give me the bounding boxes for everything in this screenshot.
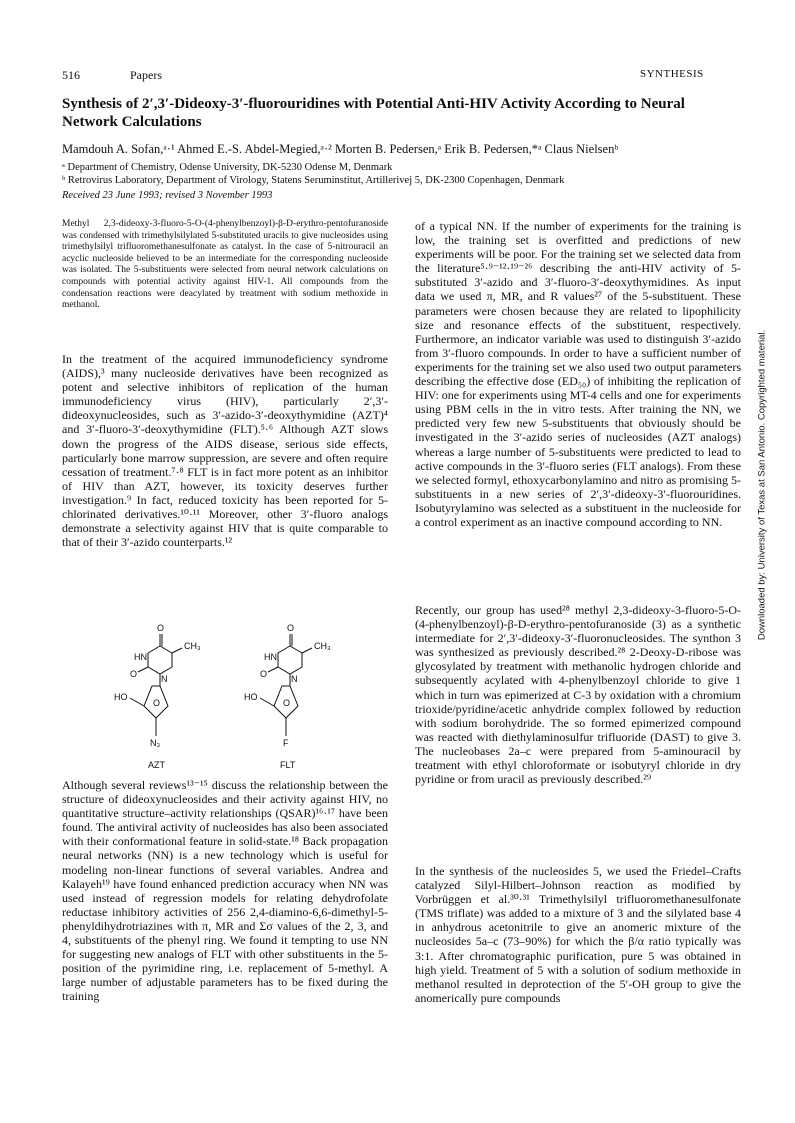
flt-label: FLT xyxy=(280,760,296,770)
flt-nitrogen: N xyxy=(291,674,298,684)
azt-methyl: CH₃ xyxy=(184,641,201,651)
body-paragraph: of a typical NN. If the number of experiments for the training is low, the training set is overfitted and predictions of new experiments will be poor. For the training set we selected data from the literature⁵·⁹⁻¹²·¹⁹⁻²⁶ describing the anti-HIV activity of 5-substituted 3′-azido and 3′-fluoro-3′-deoxythymidines. As input data we used π, MR, and R values²⁷ of the 5-substituent. These parameters were chosen because they are related to lipophilicity size and resonance effects of the substituent, respectively. Furthermore, an indicator variable was used to distinguish 3′-azido from 3′-fluoro compounds. In order to have a sufficient number of experiments for the training set we also used two output parameters describing the effective dose (ED₅₀) of inhibiting the replication of HIV: one for experiments using MT-4 cells and one for experiments using PBM cells in the in vitro tests. After training the NN, we predicted very few new 5-substituents that obviously should be investigated in the 3′-azido series of nucleosides (AZT analogs) whereas a large number of 5-substituents were predicted to lead to active compounds in the 3′-fluoro series (FLT analogs). From these we selected formyl, ethoxycarbonylamino and nitro as promising 5-substituents in a new series of 2′,3′-dideoxy-3′-fluorouridines. Isobutyrylamino was selected as a substituent in the nucleoside for a control experiment as an inactive compound according to NN. xyxy=(415,219,741,529)
flt-nh: HN xyxy=(264,652,277,662)
azt-label: AZT xyxy=(148,760,165,770)
body-paragraph: Recently, our group has used²⁸ methyl 2,3-dideoxy-3-fluoro-5-O-(4-phenylbenzoyl)-β-D-erythro-pentofuranoside (3) as a synthetic intermediate for 2′,3′-dideoxy-3′-fluoronucleosides. The synthon 3 was synthesized as previously described.²⁸ 2-Deoxy-D-ribose was glycosylated by treatment with methanolic hydrogen chloride and subsequently acylated with 4-phenylbenzoyl chloride to give 1 which in turn was epimerized at C-3 by oxidation with a chromium trioxide/pyridine/acetic anhydride complex followed by reduction with sodium borohydride. The so formed epimerized compound was reacted with diethylaminosulfur trifluoride (DAST) to give 3. The nucleobases 2a–c were prepared from 5-aminouracil by treatment with ethyl chloroformate or isobutyryl chloride in dry pyridine or from uracil as previously described.²⁹ xyxy=(415,603,741,787)
synthesis-paragraph xyxy=(415,864,741,1005)
article-title: Synthesis of 2′,3′-Dideoxy-3′-fluorouridines with Potential Anti-HIV Activity According to Neural Network Calculations xyxy=(62,96,685,130)
author-list: Mamdouh A. Sofan,ᵃ·¹ Ahmed E.-S. Abdel-Megied,ᵃ·² Morten B. Pedersen,ᵃ Erik B. Pedersen,*ᵃ Claus Nielsenᵇ xyxy=(62,142,619,156)
affiliation-b: ᵇ Retrovirus Laboratory, Department of Virology, Statens Seruminstitut, Artillerivej 5, DK-2300 Copenhagen, Denmark xyxy=(62,175,565,186)
intro-paragraph xyxy=(62,352,388,549)
nn-paragraph xyxy=(415,219,741,529)
azt-oxygen-top: O xyxy=(157,623,165,633)
azt-ring-oxygen: O xyxy=(153,698,161,708)
section-label: Papers xyxy=(130,68,162,82)
page-number: 516 xyxy=(62,68,80,82)
journal-name: SYNTHESIS xyxy=(640,68,704,80)
azt-oxygen-left: O xyxy=(130,669,138,679)
flt-oxygen-top: O xyxy=(287,623,295,633)
flt-methyl: CH₃ xyxy=(314,641,331,651)
flt-hydroxyl: HO xyxy=(244,692,258,702)
azt-hydroxyl: HO xyxy=(114,692,128,702)
azt-nh: HN xyxy=(134,652,147,662)
structure-scheme xyxy=(110,620,360,770)
azt-nitrogen: N xyxy=(161,674,168,684)
flt-oxygen-left: O xyxy=(260,669,268,679)
flt-fluoro: F xyxy=(283,738,289,748)
received-date: Received 23 June 1993; revised 3 November 1993 xyxy=(62,190,273,201)
body-paragraph: Although several reviews¹³⁻¹⁵ discuss the relationship between the structure of dideoxynucleosides and their activity against HIV, no quantitative structure–activity relationships (QSAR)¹⁶·¹⁷ have been found. The antiviral activity of nucleosides has also been associated with their conformational feature in solid-state.¹⁸ Back propagation neural networks (NN) is a new technology which is useful for modeling non-linear functions of several variables. Andrea and Kalayeh¹⁹ have found enhanced prediction accuracy when NN was used instead of regression models for relating dehydrofolate reductase inhibitory activities of 256 2,4-diamino-6,6-dimethyl-5-phenyldihydrotriazines with π, MR and Σσ values of the 2, 3, and 4, substituents of the phenyl ring. We found it tempting to use NN for suggesting new analogs of FLT with other substituents in the 5-position of the pyrimidine ring, i.e. replacement of 5-methyl. A large number of adjustable parameters has to be fixed during the training xyxy=(62,778,388,1004)
download-notice-text: Downloaded by: University of Texas at San Antonio. Copyrighted material. xyxy=(756,329,768,641)
azt-azido: N₃ xyxy=(150,738,161,748)
body-paragraph: In the treatment of the acquired immunodeficiency syndrome (AIDS),³ many nucleoside derivatives have been recognized as potent and selective inhibitors of replication of the human immunodeficiency virus (HIV), particularly 2′,3′-dideoxynucleosides, such as 3′-azido-3′-deoxythymidine (AZT)⁴ and 3′-fluoro-3′-deoxythymidine (FLT).⁵·⁶ Although AZT slows down the progress of the AIDS disease, serious side effects, particularly bone marrow suppression, are severe and often require cessation of treatment.⁷·⁸ FLT is in fact more potent as an inhibitor of HIV than AZT, however, its toxicity deserves further investigation.⁹ In fact, reduced toxicity has been reported for 5-chlorinated derivatives.¹⁰·¹¹ Moreover, other 3′-fluoro analogs demonstrate a selectivity against HIV that is quite comparable to that of their 3′-azido counterparts.¹² xyxy=(62,352,388,550)
abstract: Methyl 2,3-dideoxy-3-fluoro-5-O-(4-phenylbenzoyl)-β-D-erythro-pentofuranoside was condensed with trimethylsilylated 5-substituted uracils to give nucleosides using trimethylsilyl trifluoromethanesulfonate as catalyst. In the case of 5-nitrouracil an acyclic nucleoside believed to be an intermediate for the corresponding nucleoside was isolated. The 5-substituents were selected from neural network calculations on compounds with potential activity against HIV-1. All compounds from the condensation reactions were deacylated by treatment with sodium methoxide in methanol. xyxy=(62,219,388,311)
qsar-paragraph xyxy=(62,778,388,1004)
affiliation-a: ᵃ Department of Chemistry, Odense University, DK-5230 Odense M, Denmark xyxy=(62,162,393,173)
body-paragraph: In the synthesis of the nucleosides 5, we used the Friedel–Crafts catalyzed Silyl-Hilbert–Johnson reaction as modified by Vorbrüggen et al.³⁰·³¹ Trimethylsilyl trifluoromethanesulfonate (TMS triflate) was added to a mixture of 3 and the silylated base 4 in anhydrous acetonitrile to give an anomeric mixture of the nucleosides 5a–c (73–90%) for which the β/α ratio typically was 3:1. After chromatographic purification, pure 5 was obtained in high yield. Treatment of 5 with a solution of sodium methoxide in methanol resulted in deprotection of the 5′-OH group to give the anomerically pure compounds xyxy=(415,864,741,1005)
download-notice xyxy=(752,245,772,725)
flt-ring-oxygen: O xyxy=(283,698,291,708)
synthon-paragraph xyxy=(415,603,741,786)
